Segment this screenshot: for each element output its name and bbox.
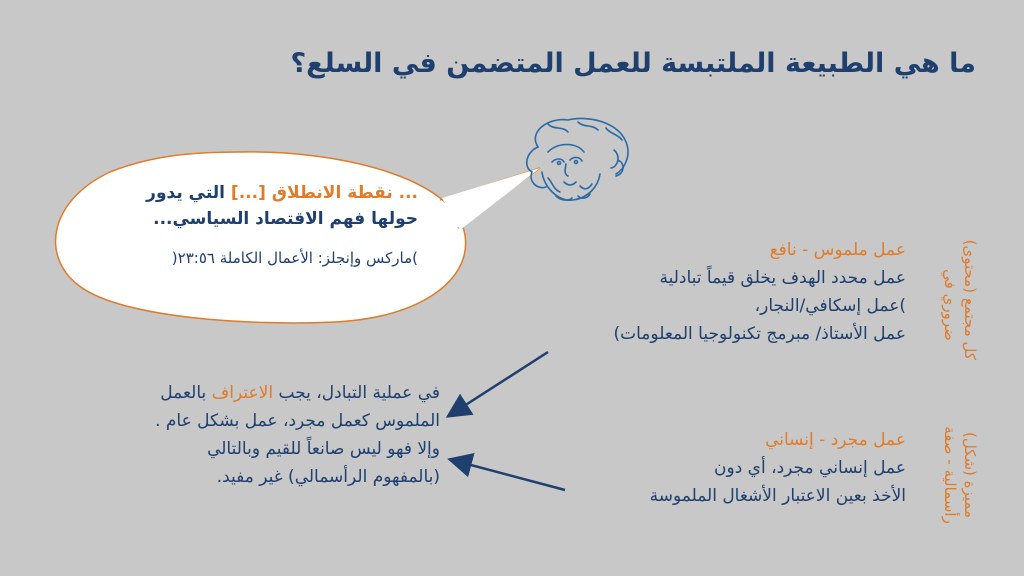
slide-title: ما هي الطبيعة الملتبسة للعمل المتضمن في السلع؟: [290, 48, 976, 79]
abstract-labour-line-2: الأخذ بعين الاعتبار الأشغال الملموسة: [649, 486, 906, 506]
exchange-note-line-2: الملموس كعمل مجرد، عمل بشكل عام .: [155, 411, 440, 431]
exchange-note-line-3: وإلا فهو ليس صانعاً للقيم وبالتالي: [207, 439, 440, 459]
arrow-from-concrete: [450, 352, 548, 415]
side-label-necessary-line-1: كل مجتمع (محتوى): [961, 239, 979, 360]
exchange-note-line-4: (بالمفهوم الرأسمالي) غير مفيد.: [216, 467, 440, 487]
side-label-capitalist-line-1: مميزة (شكل): [961, 431, 979, 519]
side-label-capitalist-line-2: رأسمالية - صفة: [941, 426, 959, 524]
concrete-labour-line-2: )عمل إسكافي/النجار،: [754, 296, 906, 316]
exchange-note-highlight: الاعتراف: [211, 383, 274, 403]
exchange-note-line-1-pre: في عملية التبادل، يجب: [273, 383, 440, 403]
quote-highlight: ... نقطة الانطلاق [...]: [230, 183, 418, 203]
abstract-labour-line-1: عمل إنساني مجرد، أي دون: [714, 458, 906, 478]
concrete-labour-line-1: عمل محدد الهدف يخلق قيماً تبادلية: [659, 268, 906, 288]
quote-line-2: حولها فهم الاقتصاد السياسي...: [153, 209, 418, 229]
side-label-necessary-line-2: ضروري في: [941, 269, 959, 341]
abstract-labour-heading: عمل مجرد - إنساني: [765, 430, 906, 450]
arrow-from-abstract: [452, 460, 565, 490]
quote-citation: )ماركس وإنجلز: الأعمال الكاملة ٢٣:٥٦(: [171, 249, 418, 267]
quote-line-1-rest: التي يدور: [146, 183, 231, 203]
exchange-note-line-1-post: بالعمل: [160, 383, 212, 403]
concrete-labour-line-3: عمل الأستاذ/ مبرمج تكنولوجيا المعلومات): [613, 324, 906, 344]
concrete-labour-heading: عمل ملموس - نافع: [769, 240, 906, 260]
